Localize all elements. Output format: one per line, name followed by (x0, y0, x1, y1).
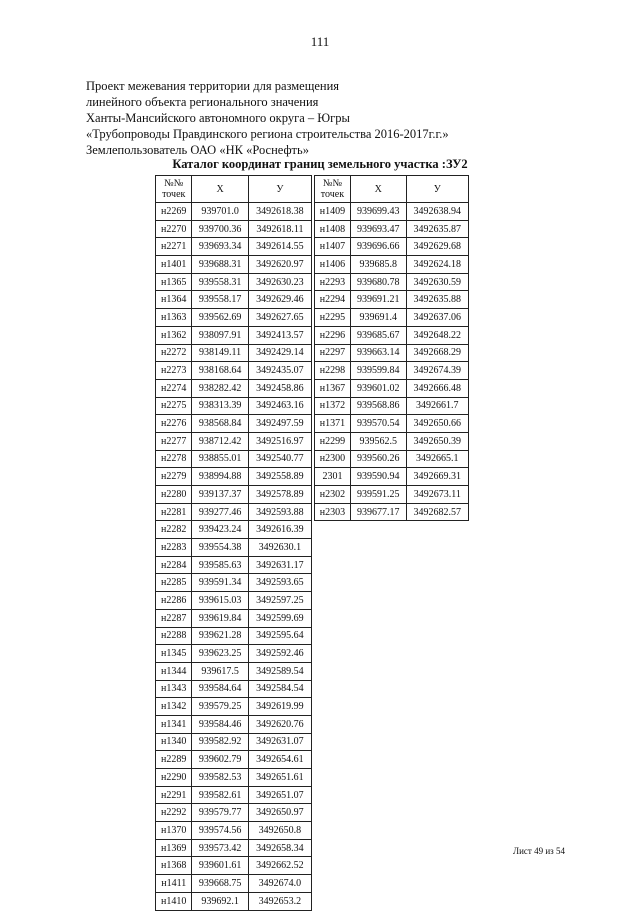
point-number-cell: н2286 (156, 592, 192, 610)
x-coordinate-cell: 939558.31 (192, 273, 248, 291)
point-number-cell: н2275 (156, 397, 192, 415)
table-row (315, 468, 469, 486)
y-coordinate-cell: 3492651.07 (248, 786, 311, 804)
table-row (156, 857, 312, 875)
point-number-cell: н2294 (315, 291, 351, 309)
table-row (315, 362, 469, 380)
point-number-cell: н2273 (156, 362, 192, 380)
x-coordinate-cell: 939691.4 (350, 309, 406, 327)
point-number-cell: н2285 (156, 574, 192, 592)
point-number-cell: н1345 (156, 645, 192, 663)
y-coordinate-cell: 3492614.55 (248, 238, 311, 256)
x-coordinate-cell: 939579.77 (192, 804, 248, 822)
table-row (156, 503, 312, 521)
catalog-title: Каталог координат границ земельного участка :ЗУ2 (172, 157, 468, 171)
y-coordinate-cell: 3492658.34 (248, 839, 311, 857)
y-coordinate-cell: 3492593.88 (248, 503, 311, 521)
x-coordinate-cell: 939558.17 (192, 291, 248, 309)
table-row (156, 715, 312, 733)
point-number-cell: н2291 (156, 786, 192, 804)
y-coordinate-cell: 3492668.29 (406, 344, 468, 362)
x-coordinate-cell: 939591.25 (350, 486, 406, 504)
point-number-cell: н2303 (315, 503, 351, 521)
y-coordinate-cell: 3492648.22 (406, 326, 468, 344)
sheet-counter: Лист 49 из 54 (513, 846, 565, 856)
y-coordinate-cell: 3492631.07 (248, 733, 311, 751)
point-number-cell: н2279 (156, 468, 192, 486)
y-coordinate-cell: 3492682.57 (406, 503, 468, 521)
point-number-cell: н2299 (315, 432, 351, 450)
table-row (156, 645, 312, 663)
x-coordinate-cell: 939696.66 (350, 238, 406, 256)
point-number-cell: н1363 (156, 309, 192, 327)
y-coordinate-cell: 3492665.1 (406, 450, 468, 468)
x-coordinate-cell: 939590.94 (350, 468, 406, 486)
x-coordinate-cell: 939601.02 (350, 379, 406, 397)
y-coordinate-cell: 3492620.76 (248, 715, 311, 733)
y-coordinate-cell: 3492650.66 (406, 415, 468, 433)
coordinates-table-left-body (156, 203, 312, 911)
x-coordinate-cell: 939617.5 (192, 662, 248, 680)
table-row (315, 273, 469, 291)
table-row (156, 662, 312, 680)
y-coordinate-cell: 3492597.25 (248, 592, 311, 610)
x-coordinate-cell: 939568.86 (350, 397, 406, 415)
y-coordinate-cell: 3492666.48 (406, 379, 468, 397)
point-number-cell: н2283 (156, 539, 192, 557)
y-coordinate-cell: 3492638.94 (406, 203, 468, 221)
point-number-cell: н2293 (315, 273, 351, 291)
x-coordinate-cell: 939573.42 (192, 839, 248, 857)
table-row (156, 698, 312, 716)
point-number-cell: н2295 (315, 309, 351, 327)
y-header: У (406, 176, 468, 203)
table-row (315, 238, 469, 256)
header-line: Проект межевания территории для размещения (86, 79, 340, 93)
point-number-cell: н1343 (156, 680, 192, 698)
y-coordinate-cell: 3492669.31 (406, 468, 468, 486)
y-coordinate-cell: 3492650.8 (248, 822, 311, 840)
y-coordinate-cell: 3492674.0 (248, 875, 311, 893)
point-number-cell: н1365 (156, 273, 192, 291)
point-number-cell: н2271 (156, 238, 192, 256)
point-number-cell: н2288 (156, 627, 192, 645)
point-number-cell: н1342 (156, 698, 192, 716)
y-coordinate-cell: 3492631.17 (248, 556, 311, 574)
y-coordinate-cell: 3492624.18 (406, 256, 468, 274)
y-coordinate-cell: 3492637.06 (406, 309, 468, 327)
y-coordinate-cell: 3492618.11 (248, 220, 311, 238)
y-coordinate-cell: 3492653.2 (248, 892, 311, 910)
point-number-cell: н1408 (315, 220, 351, 238)
y-coordinate-cell: 3492650.39 (406, 432, 468, 450)
x-coordinate-cell: 938712.42 (192, 432, 248, 450)
point-number-cell: н2284 (156, 556, 192, 574)
point-number-cell: н2290 (156, 769, 192, 787)
x-coordinate-cell: 939423.24 (192, 521, 248, 539)
table-row (315, 220, 469, 238)
x-coordinate-cell: 939582.53 (192, 769, 248, 787)
y-coordinate-cell: 3492435.07 (248, 362, 311, 380)
table-row (315, 291, 469, 309)
table-row (156, 326, 312, 344)
y-coordinate-cell: 3492629.46 (248, 291, 311, 309)
point-number-cell: н2292 (156, 804, 192, 822)
point-number-cell: н2297 (315, 344, 351, 362)
y-coordinate-cell: 3492584.54 (248, 680, 311, 698)
point-number-header-line2: точек (320, 189, 345, 200)
point-number-cell: н2296 (315, 326, 351, 344)
x-coordinate-cell: 939677.17 (350, 503, 406, 521)
x-coordinate-cell: 939699.43 (350, 203, 406, 221)
x-coordinate-cell: 939615.03 (192, 592, 248, 610)
point-number-cell: н2272 (156, 344, 192, 362)
y-coordinate-cell: 3492650.97 (248, 804, 311, 822)
header-line: линейного объекта регионального значения (86, 95, 319, 109)
x-coordinate-cell: 939570.54 (350, 415, 406, 433)
table-row (315, 415, 469, 433)
table-row (156, 733, 312, 751)
y-coordinate-cell: 3492629.68 (406, 238, 468, 256)
point-number-cell: н1406 (315, 256, 351, 274)
table-row (156, 256, 312, 274)
x-coordinate-cell: 939585.63 (192, 556, 248, 574)
table-row (156, 609, 312, 627)
table-row (156, 804, 312, 822)
header-line: «Трубопроводы Правдинского региона строительства 2016-2017г.г.» (86, 127, 449, 141)
point-number-cell: н1401 (156, 256, 192, 274)
y-coordinate-cell: 3492673.11 (406, 486, 468, 504)
table-row (156, 362, 312, 380)
point-number-cell: н1344 (156, 662, 192, 680)
x-coordinate-cell: 939554.38 (192, 539, 248, 557)
point-number-cell: н2300 (315, 450, 351, 468)
point-number-cell: н1362 (156, 326, 192, 344)
coordinates-table-left (155, 175, 312, 911)
y-coordinate-cell: 3492516.97 (248, 432, 311, 450)
table-row (156, 450, 312, 468)
table-row (315, 397, 469, 415)
point-number-header (315, 176, 351, 203)
coordinates-table-right (314, 175, 469, 521)
point-number-cell: н1371 (315, 415, 351, 433)
x-coordinate-cell: 939137.37 (192, 486, 248, 504)
table-row (156, 486, 312, 504)
y-coordinate-cell: 3492630.1 (248, 539, 311, 557)
x-coordinate-cell: 939700.36 (192, 220, 248, 238)
point-number-cell: н1407 (315, 238, 351, 256)
table-row (156, 680, 312, 698)
x-coordinate-cell: 939693.34 (192, 238, 248, 256)
x-coordinate-cell: 938994.88 (192, 468, 248, 486)
coordinates-table-right-body (315, 203, 469, 521)
y-coordinate-cell: 3492630.59 (406, 273, 468, 291)
document-header (86, 78, 566, 158)
point-number-cell: н2287 (156, 609, 192, 627)
point-number-cell: н1372 (315, 397, 351, 415)
table-row (156, 556, 312, 574)
point-number-cell: н2281 (156, 503, 192, 521)
table-row (156, 875, 312, 893)
y-coordinate-cell: 3492558.89 (248, 468, 311, 486)
table-row (315, 503, 469, 521)
x-coordinate-cell: 939680.78 (350, 273, 406, 291)
y-header: У (248, 176, 311, 203)
x-coordinate-cell: 939602.79 (192, 751, 248, 769)
table-row (315, 256, 469, 274)
x-coordinate-cell: 939574.56 (192, 822, 248, 840)
y-coordinate-cell: 3492578.89 (248, 486, 311, 504)
y-coordinate-cell: 3492592.46 (248, 645, 311, 663)
table-row (156, 273, 312, 291)
x-coordinate-cell: 939582.61 (192, 786, 248, 804)
table-row (156, 397, 312, 415)
table-row (156, 432, 312, 450)
table-row (156, 839, 312, 857)
point-number-cell: н1341 (156, 715, 192, 733)
y-coordinate-cell: 3492662.52 (248, 857, 311, 875)
y-coordinate-cell: 3492595.64 (248, 627, 311, 645)
x-coordinate-cell: 939621.28 (192, 627, 248, 645)
point-number-header (156, 176, 192, 203)
y-coordinate-cell: 3492619.99 (248, 698, 311, 716)
table-row (156, 309, 312, 327)
point-number-cell: н2282 (156, 521, 192, 539)
y-coordinate-cell: 3492674.39 (406, 362, 468, 380)
table-row (156, 379, 312, 397)
x-coordinate-cell: 939599.84 (350, 362, 406, 380)
point-number-cell: н1364 (156, 291, 192, 309)
point-number-header-line1: №№ (322, 178, 342, 189)
x-coordinate-cell: 939579.25 (192, 698, 248, 716)
y-coordinate-cell: 3492589.54 (248, 662, 311, 680)
x-coordinate-cell: 939560.26 (350, 450, 406, 468)
table-row (156, 415, 312, 433)
x-coordinate-cell: 939688.31 (192, 256, 248, 274)
table-row (156, 769, 312, 787)
y-coordinate-cell: 3492593.65 (248, 574, 311, 592)
x-coordinate-cell: 938568.84 (192, 415, 248, 433)
point-number-cell: н1409 (315, 203, 351, 221)
point-number-cell: н2274 (156, 379, 192, 397)
x-coordinate-cell: 939584.64 (192, 680, 248, 698)
x-coordinate-cell: 939623.25 (192, 645, 248, 663)
table-row (315, 203, 469, 221)
x-coordinate-cell: 939601.61 (192, 857, 248, 875)
y-coordinate-cell: 3492497.59 (248, 415, 311, 433)
point-number-cell: н1368 (156, 857, 192, 875)
y-coordinate-cell: 3492618.38 (248, 203, 311, 221)
point-number-header-line2: точек (162, 189, 186, 200)
point-number-header-line1: №№ (164, 178, 184, 189)
x-header: Х (192, 176, 248, 203)
x-coordinate-cell: 939685.67 (350, 326, 406, 344)
y-coordinate-cell: 3492413.57 (248, 326, 311, 344)
point-number-cell: н2277 (156, 432, 192, 450)
x-coordinate-cell: 939562.5 (350, 432, 406, 450)
table-row (156, 468, 312, 486)
point-number-cell: н2298 (315, 362, 351, 380)
table-row (156, 203, 312, 221)
header-line: Землепользователь ОАО «НК «Роснефть» (86, 143, 309, 157)
table-header-row (156, 176, 312, 203)
point-number-cell: н1411 (156, 875, 192, 893)
table-header-row (315, 176, 469, 203)
y-coordinate-cell: 3492429.14 (248, 344, 311, 362)
table-row (156, 592, 312, 610)
y-coordinate-cell: 3492458.86 (248, 379, 311, 397)
x-coordinate-cell: 938149.11 (192, 344, 248, 362)
y-coordinate-cell: 3492620.97 (248, 256, 311, 274)
point-number-cell: н1410 (156, 892, 192, 910)
y-coordinate-cell: 3492463.16 (248, 397, 311, 415)
point-number-cell: н1367 (315, 379, 351, 397)
point-number-cell: н2270 (156, 220, 192, 238)
point-number-cell: н2302 (315, 486, 351, 504)
table-row (156, 539, 312, 557)
table-row (156, 238, 312, 256)
point-number-cell: н1370 (156, 822, 192, 840)
y-coordinate-cell: 3492616.39 (248, 521, 311, 539)
point-number-cell: н2276 (156, 415, 192, 433)
table-row (156, 291, 312, 309)
table-row (156, 574, 312, 592)
point-number-cell: н2289 (156, 751, 192, 769)
point-number-cell: н2278 (156, 450, 192, 468)
table-row (156, 521, 312, 539)
table-row (315, 450, 469, 468)
x-coordinate-cell: 939591.34 (192, 574, 248, 592)
x-coordinate-cell: 939663.14 (350, 344, 406, 362)
x-coordinate-cell: 939668.75 (192, 875, 248, 893)
table-row (315, 432, 469, 450)
table-row (156, 786, 312, 804)
x-coordinate-cell: 938855.01 (192, 450, 248, 468)
x-coordinate-cell: 938313.39 (192, 397, 248, 415)
table-row (156, 892, 312, 910)
x-coordinate-cell: 939562.69 (192, 309, 248, 327)
table-row (315, 379, 469, 397)
point-number-cell: н1369 (156, 839, 192, 857)
x-coordinate-cell: 939692.1 (192, 892, 248, 910)
y-coordinate-cell: 3492540.77 (248, 450, 311, 468)
x-coordinate-cell: 939277.46 (192, 503, 248, 521)
x-coordinate-cell: 939685.8 (350, 256, 406, 274)
y-coordinate-cell: 3492627.65 (248, 309, 311, 327)
x-coordinate-cell: 938168.64 (192, 362, 248, 380)
page-number: 111 (310, 34, 330, 49)
y-coordinate-cell: 3492635.87 (406, 220, 468, 238)
table-row (156, 822, 312, 840)
x-coordinate-cell: 939691.21 (350, 291, 406, 309)
table-row (315, 344, 469, 362)
y-coordinate-cell: 3492599.69 (248, 609, 311, 627)
x-coordinate-cell: 939693.47 (350, 220, 406, 238)
header-line: Ханты-Мансийского автономного округа – Югры (86, 111, 350, 125)
x-coordinate-cell: 939584.46 (192, 715, 248, 733)
table-row (156, 220, 312, 238)
y-coordinate-cell: 3492630.23 (248, 273, 311, 291)
table-row (315, 309, 469, 327)
point-number-cell: н1340 (156, 733, 192, 751)
x-coordinate-cell: 939582.92 (192, 733, 248, 751)
y-coordinate-cell: 3492635.88 (406, 291, 468, 309)
table-row (156, 344, 312, 362)
x-coordinate-cell: 939701.0 (192, 203, 248, 221)
table-row (156, 751, 312, 769)
x-coordinate-cell: 939619.84 (192, 609, 248, 627)
table-row (315, 486, 469, 504)
x-coordinate-cell: 938282.42 (192, 379, 248, 397)
point-number-cell: н2280 (156, 486, 192, 504)
y-coordinate-cell: 3492661.7 (406, 397, 468, 415)
x-header: Х (350, 176, 406, 203)
table-row (315, 326, 469, 344)
point-number-cell: н2269 (156, 203, 192, 221)
point-number-cell: 2301 (315, 468, 351, 486)
table-row (156, 627, 312, 645)
x-coordinate-cell: 938097.91 (192, 326, 248, 344)
y-coordinate-cell: 3492651.61 (248, 769, 311, 787)
y-coordinate-cell: 3492654.61 (248, 751, 311, 769)
